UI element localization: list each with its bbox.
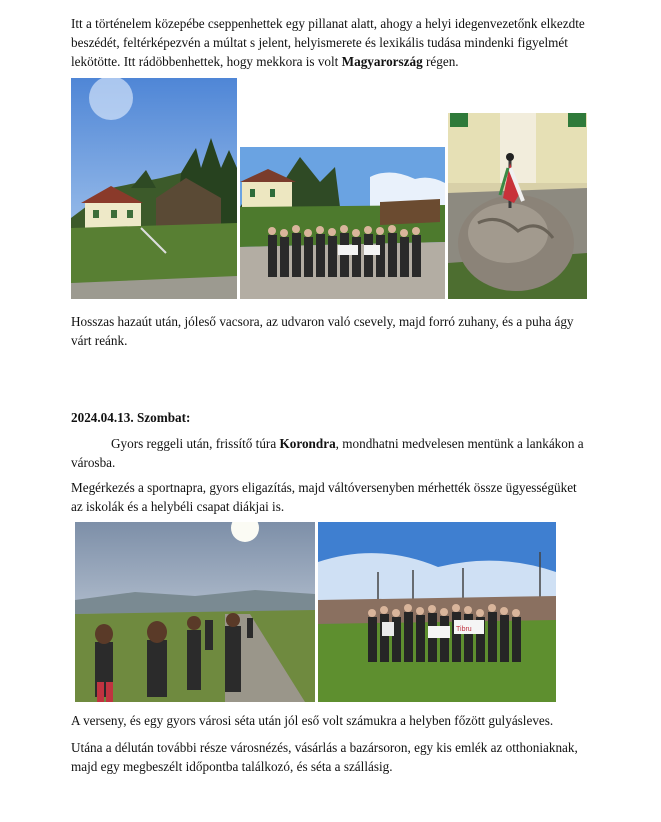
morning-bold-word: Korondra [279, 436, 336, 451]
morning-paragraph [71, 434, 591, 472]
photo-group-house [240, 147, 445, 299]
sportday-paragraph: Megérkezés a sportnapra, gyors eligazítás, majd váltóversenyben mérhették össze ügyességüket az iskolák és a helybéli csapat diákjai is. [71, 480, 577, 514]
intro-text: Itt a történelem közepébe cseppenhettek egy pillanat alatt, ahogy a helyi idegenvezetőnk elkezdte beszédét, feltérképezvén a múltat s jelent, helyismerete és lexikális tudása mindenki figyelmét lekötötte. Itt rádöbbenhettek, hogy mekkora is volt [71, 16, 585, 69]
intro-paragraph [71, 14, 591, 71]
intro-text-end: régen. [422, 54, 459, 69]
sign-text: Tibru [456, 626, 472, 633]
afternoon-paragraph: Utána a délután további része városnézés, vásárlás a bazársoron, egy kis emlék az otthoniaknak, majd egy megbeszélt időpontba találkozó, és séta a szállásig. [71, 740, 578, 774]
photo-walking-road [75, 522, 315, 702]
photo-hill-house [71, 78, 237, 299]
intro-bold-word: Magyarország [341, 54, 423, 69]
photo-stone-monument [448, 113, 587, 299]
date-heading: 2024.04.13. Szombat: [71, 410, 191, 425]
photo-group-signs [318, 522, 556, 702]
morning-text: Gyors reggeli után, frissítő túra [111, 436, 280, 451]
morning-text-end: , mondhatni medvelesen mentünk a lankákon a városba. [71, 436, 584, 470]
return-paragraph: Hosszas hazaút után, jóleső vacsora, az udvaron való csevely, majd forró zuhany, és a puha ágy várt reánk. [71, 314, 574, 348]
goulash-paragraph: A verseny, és egy gyors városi séta után jól eső volt számukra a helyben főzött gulyásleves. [71, 713, 554, 728]
